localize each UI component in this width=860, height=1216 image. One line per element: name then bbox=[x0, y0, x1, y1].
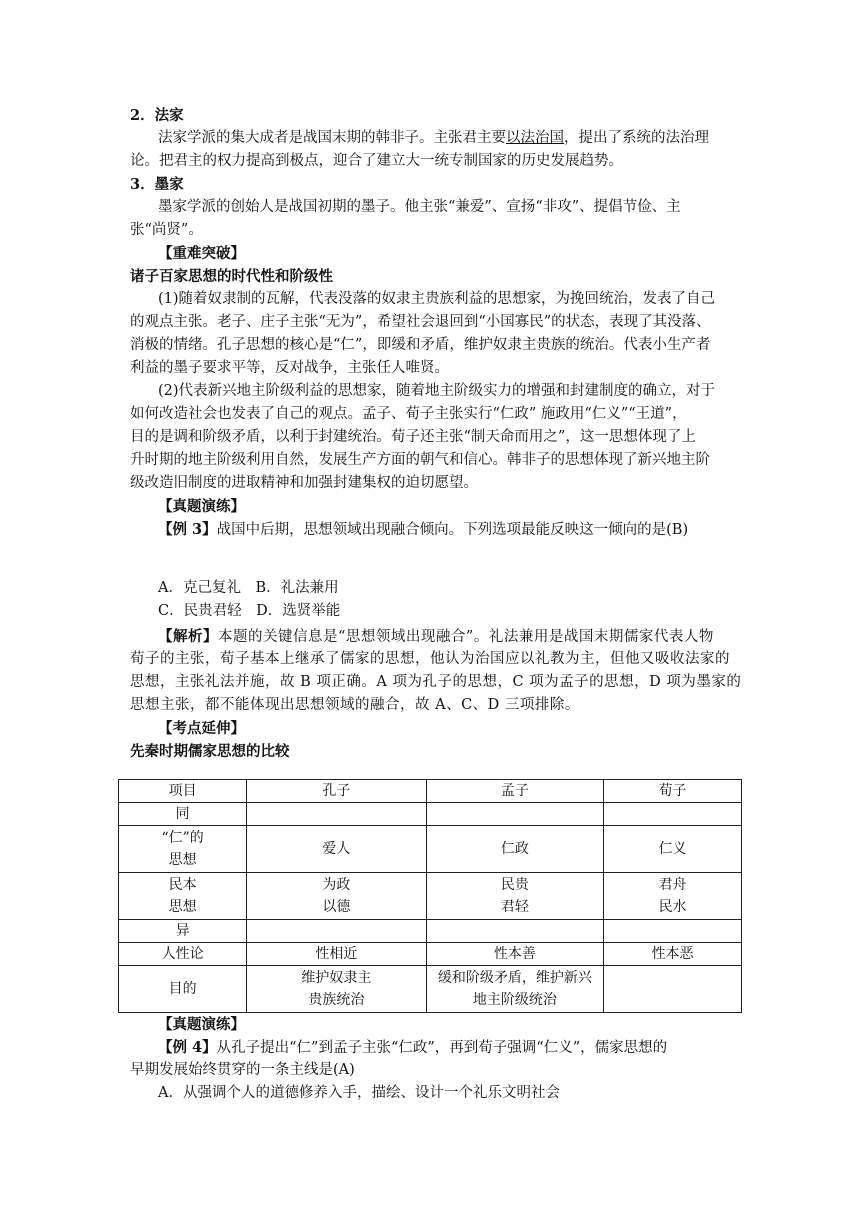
question-line: 【例 4】从孔子提出“仁”到孟子主张“仁政”，再到荀子强调“仁义”，儒家思想的 bbox=[158, 1039, 668, 1056]
paragraph-line: 升时期的地主阶级利用自然，发展生产方面的朝气和信心。韩非子的思想体现了新兴地主阶 bbox=[130, 452, 710, 468]
paragraph-line: 论。把君主的权力提高到极点，迎合了建立大一统专制国家的历史发展趋势。 bbox=[130, 153, 623, 169]
table-row bbox=[119, 873, 742, 920]
paragraph-line: (2)代表新兴地主阶级利益的思想家，随着地主阶级实力的增强和封建制度的确立，对于 bbox=[158, 383, 716, 399]
section-label-extension: 【考点延伸】 bbox=[158, 720, 245, 737]
table-header-cell: 孟子 bbox=[426, 780, 604, 803]
paragraph-line: 消极的情绪。孔子思想的核心是“仁”，即缓和矛盾，维护奴隶主贵族的统治。代表小生产者 bbox=[130, 337, 711, 353]
table-row bbox=[119, 780, 742, 803]
table-cell: 性相近 bbox=[247, 943, 426, 966]
paragraph-line: 利益的墨子要求平等，反对战争，主张任人唯贤。 bbox=[130, 360, 449, 376]
table-cell: 性本善 bbox=[426, 943, 604, 966]
paragraph-line: 张“尚贤”。 bbox=[130, 222, 203, 238]
table-cell: 人性论 bbox=[119, 943, 247, 966]
table-cell: 性本恶 bbox=[604, 943, 742, 966]
table-cell: 维护奴隶主 贵族统治 bbox=[247, 966, 426, 1013]
table-header-cell: 孔子 bbox=[247, 780, 426, 803]
table-cell: 君舟 民水 bbox=[604, 873, 742, 920]
table-cell: 仁政 bbox=[426, 826, 604, 873]
section-heading-mohism: 3．墨家 bbox=[130, 176, 184, 193]
paragraph-line: (1)随着奴隶制的瓦解，代表没落的奴隶主贵族利益的思想家，为挽回统治，发表了自己 bbox=[158, 291, 716, 307]
underlined-term: 以法治国 bbox=[506, 130, 564, 146]
table-cell: 为政 以德 bbox=[247, 873, 426, 920]
subheading: 诸子百家思想的时代性和阶级性 bbox=[130, 268, 333, 285]
analysis-line: 思想主张，都不能体现出思想领域的融合，故 A、C、D 三项排除。 bbox=[130, 697, 580, 713]
table-row bbox=[119, 966, 742, 1013]
section-label-practice: 【真题演练】 bbox=[158, 1016, 245, 1033]
option-line: C．民贵君轻 D．选贤举能 bbox=[158, 603, 341, 619]
comparison-table bbox=[118, 779, 742, 1013]
question-line: 早期发展始终贯穿的一条主线是(A) bbox=[130, 1062, 355, 1078]
table-row bbox=[119, 920, 742, 943]
table-header-cell: 荀子 bbox=[604, 780, 742, 803]
paragraph-line: 墨家学派的创始人是战国初期的墨子。他主张“兼爱”、宣扬“非攻”、提倡节俭、主 bbox=[158, 199, 681, 215]
paragraph-line: 目的是调和阶级矛盾，以利于封建统治。荀子还主张“制天命而用之”，这一思想体现了上 bbox=[130, 429, 696, 445]
table-cell: 同 bbox=[119, 803, 247, 826]
table-cell: 目的 bbox=[119, 966, 247, 1013]
subheading: 先秦时期儒家思想的比较 bbox=[130, 743, 290, 760]
paragraph-line: 的观点主张。老子、庄子主张“无为”，希望社会退回到“小国寡民”的状态，表现了其没落、 bbox=[130, 314, 711, 330]
section-label-key-points: 【重难突破】 bbox=[158, 245, 245, 262]
table-cell: 异 bbox=[119, 920, 247, 943]
section-heading-legalism: 2．法家 bbox=[130, 107, 184, 124]
analysis-line: 【解析】本题的关键信息是“思想领域出现融合”。礼法兼用是战国末期儒家代表人物 bbox=[158, 628, 714, 645]
table-cell: 仁义 bbox=[604, 826, 742, 873]
table-cell: 缓和阶级矛盾，维护新兴 地主阶级统治 bbox=[426, 966, 604, 1013]
option-line: A．克己复礼 B．礼法兼用 bbox=[158, 580, 339, 596]
table-cell: 爱人 bbox=[247, 826, 426, 873]
paragraph-line: 级改造旧制度的进取精神和加强封建集权的迫切愿望。 bbox=[130, 475, 478, 491]
paragraph-line: 如何改造社会也发表了自己的观点。孟子、荀子主张实行“仁政” 施政用“仁义”“王道”， bbox=[130, 406, 687, 422]
analysis-line: 荀子的主张，荀子基本上继承了儒家的思想，他认为治国应以礼教为主，但他又吸收法家的 bbox=[130, 651, 730, 667]
table-row bbox=[119, 826, 742, 873]
section-label-practice: 【真题演练】 bbox=[158, 498, 245, 515]
analysis-line: 思想，主张礼法并施，故 B 项正确。A 项为孔子的思想，C 项为孟子的思想，D 项为墨家的 bbox=[130, 674, 742, 690]
table-header-cell: 项目 bbox=[119, 780, 247, 803]
table-row bbox=[119, 803, 742, 826]
table-cell: 民本 思想 bbox=[119, 873, 247, 920]
table-cell bbox=[604, 966, 742, 1013]
table-cell: 民贵 君轻 bbox=[426, 873, 604, 920]
table-row bbox=[119, 943, 742, 966]
option-line: A．从强调个人的道德修养入手，描绘、设计一个礼乐文明社会 bbox=[158, 1085, 560, 1101]
table-cell: “仁”的 思想 bbox=[119, 826, 247, 873]
question-line: 【例 3】战国中后期，思想领域出现融合倾向。下列选项最能反映这一倾向的是(B) bbox=[158, 521, 689, 538]
paragraph-line: 法家学派的集大成者是战国末期的韩非子。主张君主要以法治国，提出了系统的法治理 bbox=[158, 130, 709, 146]
